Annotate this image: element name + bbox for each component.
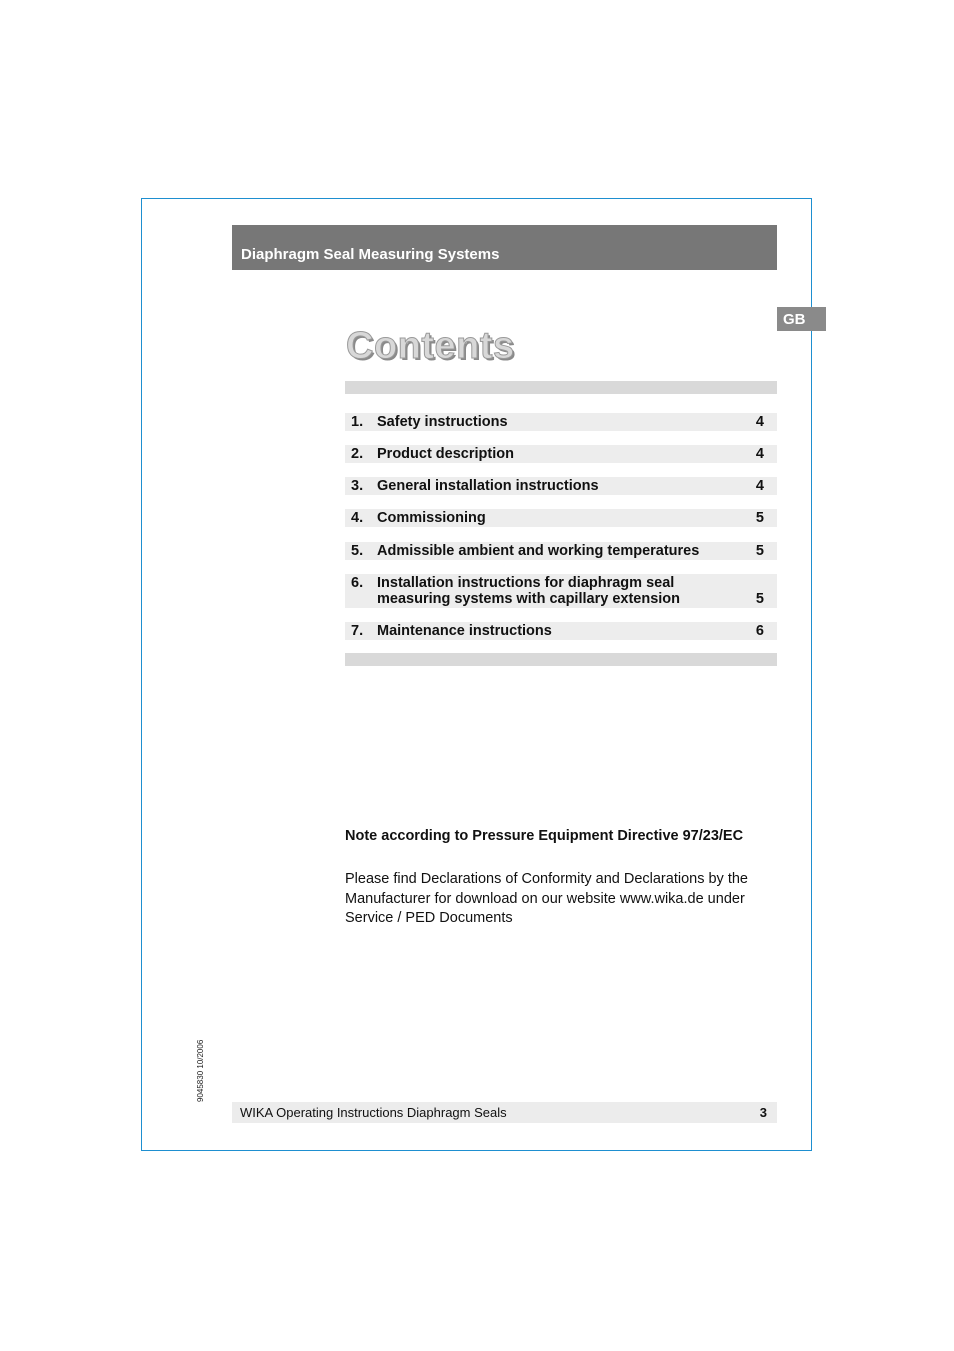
toc-entry-title: Admissible ambient and working temperatures [377,543,700,559]
header-title: Diaphragm Seal Measuring Systems [241,246,500,263]
toc-entry [345,445,777,463]
toc-entry [345,622,777,640]
note-body: Please find Declarations of Conformity and Declarations by the Manufacturer for download on our website www.wika.de under Service / PED Documents [345,871,748,926]
language-tab [777,307,826,331]
toc-entry [345,574,777,608]
document-header [232,225,777,270]
toc-entry-title: Installation instructions for diaphragm seal measuring systems with capillary extension [377,575,681,607]
toc-entry-title: Maintenance instructions [377,623,552,639]
toc-entry-title: General installation instructions [377,478,599,494]
page-number: 3 [759,1105,767,1120]
toc-entry [345,542,777,560]
footer-title: WIKA Operating Instructions Diaphragm Seals [240,1105,507,1120]
toc-entry-page: 6 [755,623,764,639]
language-tab-label: GB [783,311,806,328]
toc-top-rule [345,381,777,394]
toc-entry [345,413,777,431]
toc-entry-number: 6. [351,575,364,591]
toc-entry-title: Safety instructions [377,414,508,430]
toc-entry-page: 5 [755,510,764,526]
toc-entry-number: 7. [351,623,364,639]
contents-heading: Contents [346,325,515,367]
toc-entry-page: 5 [755,591,764,607]
toc-entry-page: 4 [755,414,764,430]
toc-entry-number: 1. [351,414,364,430]
toc-entry-number: 5. [351,543,364,559]
toc-entry [345,509,777,527]
page-footer [232,1102,777,1123]
toc-entry-page: 4 [755,478,764,494]
toc-entry-number: 3. [351,478,364,494]
toc-entry-page: 5 [755,543,764,559]
toc-bottom-rule [345,653,777,666]
toc-entry-title: Commissioning [377,510,486,526]
toc-entry [345,477,777,495]
toc-entry-title: Product description [377,446,514,462]
toc-entry-page: 4 [755,446,764,462]
toc-entry-number: 4. [351,510,364,526]
note-heading: Note according to Pressure Equipment Directive 97/23/EC [345,828,744,844]
toc-entry-number: 2. [351,446,364,462]
document-code: 9045830 10/2006 [196,1039,205,1102]
